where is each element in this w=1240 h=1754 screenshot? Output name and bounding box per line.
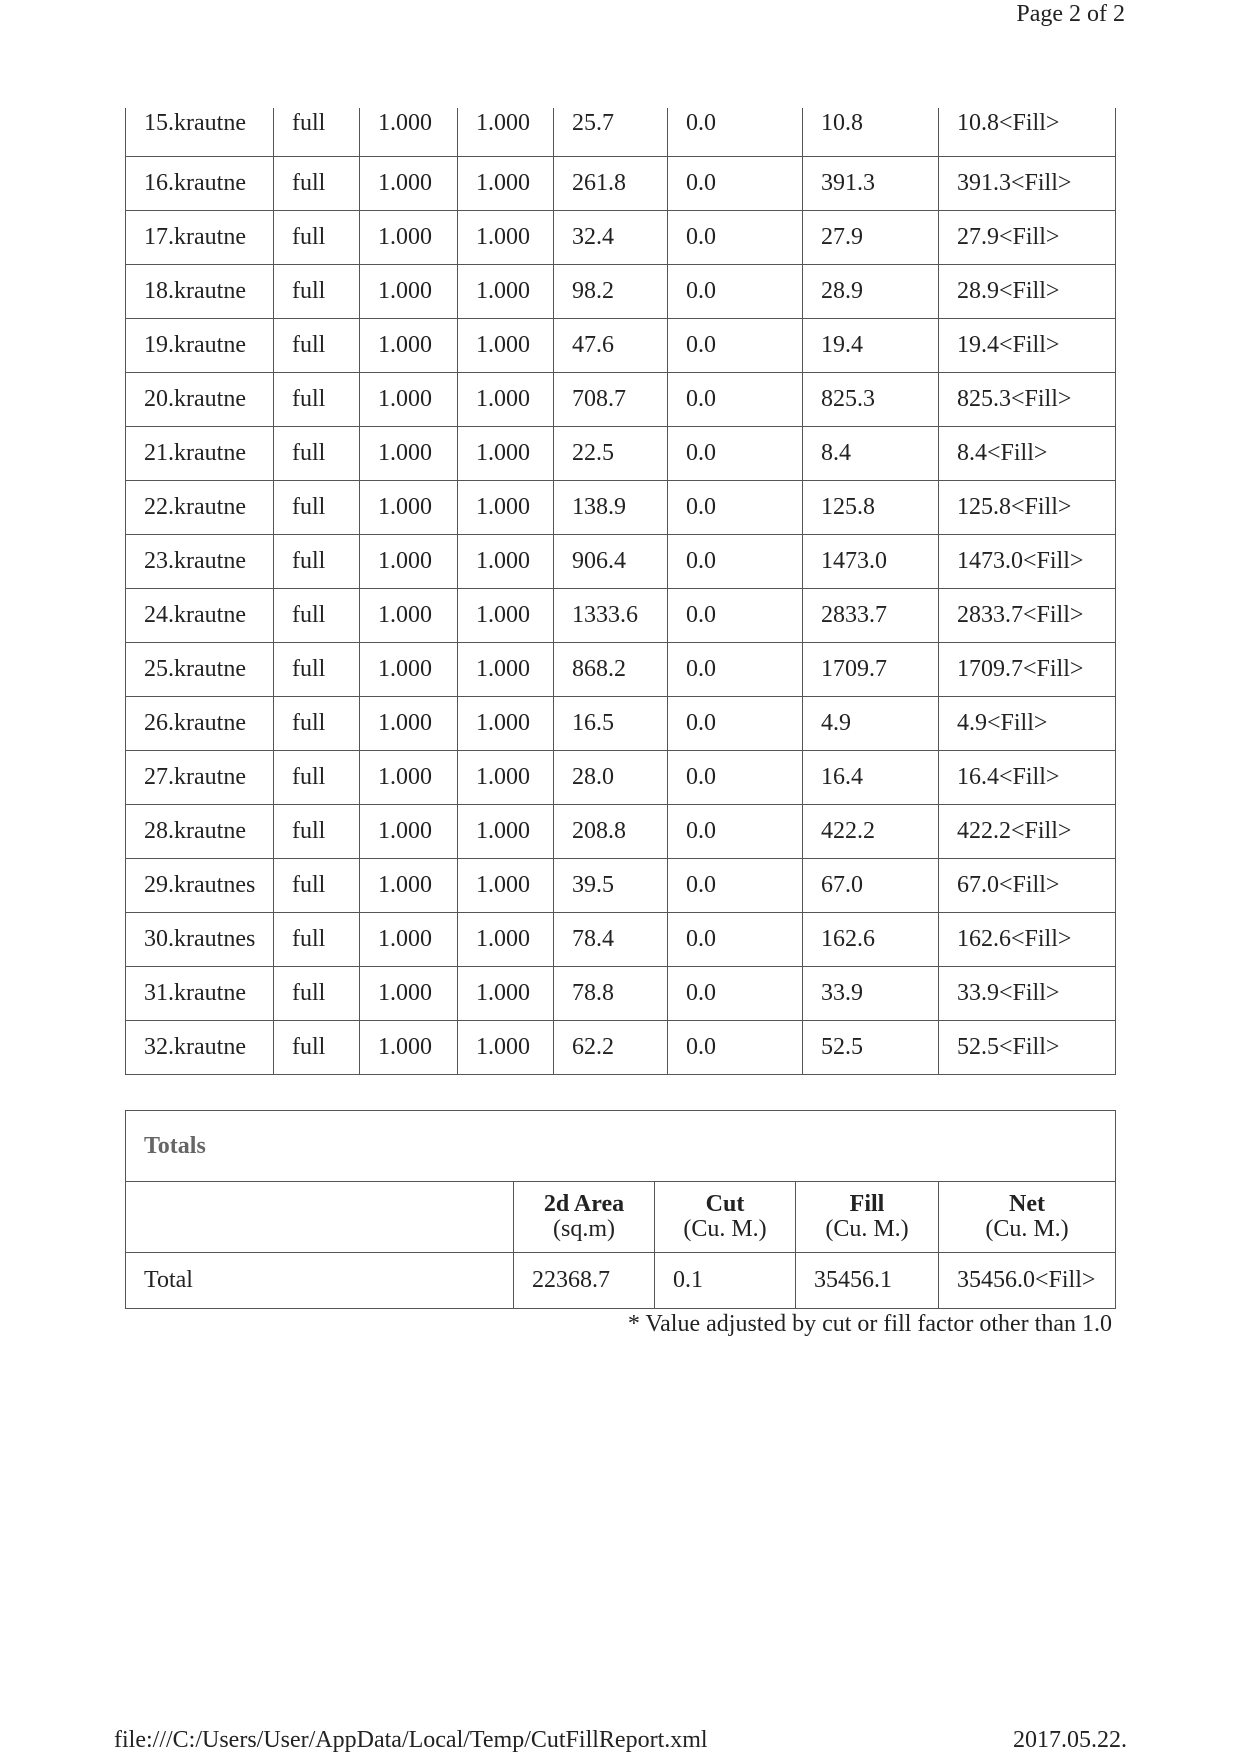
cell-area: 39.5: [554, 859, 668, 913]
cell-surface-name: 23.krautne: [126, 535, 274, 589]
cell-type: full: [274, 481, 360, 535]
cell-type: full: [274, 373, 360, 427]
cell-area: 78.8: [554, 967, 668, 1021]
cell-surface-name: 25.krautne: [126, 643, 274, 697]
cell-type: full: [274, 427, 360, 481]
cell-net: 16.4<Fill>: [939, 751, 1116, 805]
cell-cut: 0.0: [668, 211, 803, 265]
cell-surface-name: 15.krautne: [126, 108, 274, 157]
cell-surface-name: 27.krautne: [126, 751, 274, 805]
cell-cut: 0.0: [668, 913, 803, 967]
totals-header-blank: [126, 1182, 514, 1253]
cell-surface-name: 21.krautne: [126, 427, 274, 481]
cell-type: full: [274, 1021, 360, 1075]
table-row: [126, 481, 1116, 535]
cell-net: 10.8<Fill>: [939, 108, 1116, 157]
cell-cut: 0.0: [668, 967, 803, 1021]
cell-cut-factor: 1.000: [360, 265, 458, 319]
footnote: * Value adjusted by cut or fill factor other than 1.0: [627, 1311, 1112, 1337]
cell-cut-factor: 1.000: [360, 319, 458, 373]
cell-cut: 0.0: [668, 589, 803, 643]
cell-area: 22.5: [554, 427, 668, 481]
cell-surface-name: 29.krautnes: [126, 859, 274, 913]
cell-fill: 16.4: [803, 751, 939, 805]
footer-file-path: file:///C:/Users/User/AppData/Local/Temp/CutFillReport.xml: [114, 1727, 708, 1753]
cell-net: 825.3<Fill>: [939, 373, 1116, 427]
cell-surface-name: 19.krautne: [126, 319, 274, 373]
cell-cut-factor: 1.000: [360, 108, 458, 157]
cell-fill-factor: 1.000: [458, 427, 554, 481]
cell-cut-factor: 1.000: [360, 211, 458, 265]
cell-area: 868.2: [554, 643, 668, 697]
cell-cut: 0.0: [668, 373, 803, 427]
table-row: [126, 751, 1116, 805]
table-row: [126, 535, 1116, 589]
cell-area: 78.4: [554, 913, 668, 967]
cell-area: 708.7: [554, 373, 668, 427]
cell-type: full: [274, 643, 360, 697]
cell-type: full: [274, 157, 360, 211]
cell-net: 422.2<Fill>: [939, 805, 1116, 859]
cell-type: full: [274, 535, 360, 589]
cell-fill-factor: 1.000: [458, 319, 554, 373]
header-2d-area: 2d Area (sq.m): [514, 1182, 655, 1253]
cell-cut: 0.0: [668, 481, 803, 535]
cell-fill-factor: 1.000: [458, 805, 554, 859]
table-row: [126, 643, 1116, 697]
cell-cut: 0.0: [668, 535, 803, 589]
cell-cut: 0.0: [668, 427, 803, 481]
cell-type: full: [274, 319, 360, 373]
cell-type: full: [274, 589, 360, 643]
table-row: [126, 859, 1116, 913]
cell-cut-factor: 1.000: [360, 697, 458, 751]
cell-fill: 1473.0: [803, 535, 939, 589]
cell-surface-name: 17.krautne: [126, 211, 274, 265]
cell-fill: 28.9: [803, 265, 939, 319]
cell-cut: 0.0: [668, 108, 803, 157]
table-row: [126, 913, 1116, 967]
cell-area: 98.2: [554, 265, 668, 319]
cell-surface-name: 32.krautne: [126, 1021, 274, 1075]
cell-net: 125.8<Fill>: [939, 481, 1116, 535]
cell-type: full: [274, 108, 360, 157]
cell-fill: 4.9: [803, 697, 939, 751]
cell-cut: 0.0: [668, 319, 803, 373]
table-row: [126, 967, 1116, 1021]
cell-cut-factor: 1.000: [360, 157, 458, 211]
cell-cut-factor: 1.000: [360, 913, 458, 967]
cell-area: 62.2: [554, 1021, 668, 1075]
cell-area: 25.7: [554, 108, 668, 157]
cell-area: 208.8: [554, 805, 668, 859]
cell-type: full: [274, 697, 360, 751]
cut-fill-table: [125, 108, 1116, 1075]
cell-fill: 422.2: [803, 805, 939, 859]
cell-area: 47.6: [554, 319, 668, 373]
cell-fill-factor: 1.000: [458, 265, 554, 319]
cell-cut-factor: 1.000: [360, 967, 458, 1021]
cell-net: 2833.7<Fill>: [939, 589, 1116, 643]
cell-net: 33.9<Fill>: [939, 967, 1116, 1021]
cell-surface-name: 30.krautnes: [126, 913, 274, 967]
cell-surface-name: 24.krautne: [126, 589, 274, 643]
cell-fill-factor: 1.000: [458, 157, 554, 211]
cell-fill: 8.4: [803, 427, 939, 481]
cell-fill: 391.3: [803, 157, 939, 211]
cell-cut-factor: 1.000: [360, 643, 458, 697]
cell-cut-factor: 1.000: [360, 859, 458, 913]
cell-type: full: [274, 265, 360, 319]
cell-surface-name: 26.krautne: [126, 697, 274, 751]
cell-type: full: [274, 967, 360, 1021]
cell-type: full: [274, 859, 360, 913]
cell-net: 67.0<Fill>: [939, 859, 1116, 913]
cell-fill: 27.9: [803, 211, 939, 265]
total-fill: 35456.1: [796, 1253, 939, 1309]
cell-cut: 0.0: [668, 859, 803, 913]
cell-cut: 0.0: [668, 157, 803, 211]
cell-net: 28.9<Fill>: [939, 265, 1116, 319]
cell-surface-name: 18.krautne: [126, 265, 274, 319]
cell-cut-factor: 1.000: [360, 805, 458, 859]
cell-surface-name: 28.krautne: [126, 805, 274, 859]
cell-net: 52.5<Fill>: [939, 1021, 1116, 1075]
cell-net: 27.9<Fill>: [939, 211, 1116, 265]
cell-fill: 825.3: [803, 373, 939, 427]
header-fill: Fill (Cu. M.): [796, 1182, 939, 1253]
cell-type: full: [274, 211, 360, 265]
cell-fill: 125.8: [803, 481, 939, 535]
page-number: Page 2 of 2: [1016, 1, 1125, 27]
cell-net: 8.4<Fill>: [939, 427, 1116, 481]
cell-cut: 0.0: [668, 697, 803, 751]
cell-cut-factor: 1.000: [360, 589, 458, 643]
cell-cut: 0.0: [668, 751, 803, 805]
cell-net: 19.4<Fill>: [939, 319, 1116, 373]
cell-area: 906.4: [554, 535, 668, 589]
cell-fill-factor: 1.000: [458, 751, 554, 805]
cell-fill-factor: 1.000: [458, 697, 554, 751]
cell-cut: 0.0: [668, 265, 803, 319]
cell-net: 1709.7<Fill>: [939, 643, 1116, 697]
cell-fill: 2833.7: [803, 589, 939, 643]
totals-row: [126, 1253, 1116, 1309]
cell-surface-name: 16.krautne: [126, 157, 274, 211]
cell-type: full: [274, 805, 360, 859]
table-row: [126, 589, 1116, 643]
cell-area: 16.5: [554, 697, 668, 751]
cell-cut-factor: 1.000: [360, 427, 458, 481]
cell-area: 32.4: [554, 211, 668, 265]
cell-fill: 52.5: [803, 1021, 939, 1075]
table-row: [126, 373, 1116, 427]
cell-cut: 0.0: [668, 1021, 803, 1075]
footer-date: 2017.05.22.: [1013, 1727, 1127, 1753]
cell-area: 28.0: [554, 751, 668, 805]
cell-fill-factor: 1.000: [458, 913, 554, 967]
total-label: Total: [126, 1253, 514, 1309]
cell-fill-factor: 1.000: [458, 643, 554, 697]
cell-net: 1473.0<Fill>: [939, 535, 1116, 589]
cell-cut: 0.0: [668, 643, 803, 697]
total-net: 35456.0<Fill>: [939, 1253, 1116, 1309]
table-row: [126, 265, 1116, 319]
totals-table: [125, 1110, 1116, 1309]
table-row: [126, 108, 1116, 157]
table-row: [126, 157, 1116, 211]
cell-area: 138.9: [554, 481, 668, 535]
cell-surface-name: 31.krautne: [126, 967, 274, 1021]
total-cut: 0.1: [655, 1253, 796, 1309]
cell-fill-factor: 1.000: [458, 967, 554, 1021]
cell-fill: 19.4: [803, 319, 939, 373]
cell-fill: 1709.7: [803, 643, 939, 697]
header-cut: Cut (Cu. M.): [655, 1182, 796, 1253]
table-row: [126, 211, 1116, 265]
cell-fill-factor: 1.000: [458, 1021, 554, 1075]
cell-type: full: [274, 913, 360, 967]
table-row: [126, 427, 1116, 481]
cell-cut: 0.0: [668, 805, 803, 859]
totals-header-row: [126, 1182, 1116, 1253]
cell-fill-factor: 1.000: [458, 481, 554, 535]
table-row: [126, 319, 1116, 373]
cell-fill: 162.6: [803, 913, 939, 967]
cell-cut-factor: 1.000: [360, 1021, 458, 1075]
cell-fill-factor: 1.000: [458, 211, 554, 265]
cell-area: 1333.6: [554, 589, 668, 643]
cell-surface-name: 22.krautne: [126, 481, 274, 535]
cell-cut-factor: 1.000: [360, 481, 458, 535]
cell-net: 162.6<Fill>: [939, 913, 1116, 967]
cell-cut-factor: 1.000: [360, 751, 458, 805]
cell-fill: 10.8: [803, 108, 939, 157]
cell-surface-name: 20.krautne: [126, 373, 274, 427]
cell-fill: 33.9: [803, 967, 939, 1021]
cell-fill-factor: 1.000: [458, 589, 554, 643]
cell-fill-factor: 1.000: [458, 373, 554, 427]
total-area: 22368.7: [514, 1253, 655, 1309]
table-row: [126, 697, 1116, 751]
table-row: [126, 1021, 1116, 1075]
cell-type: full: [274, 751, 360, 805]
cell-fill-factor: 1.000: [458, 859, 554, 913]
cell-cut-factor: 1.000: [360, 535, 458, 589]
cell-cut-factor: 1.000: [360, 373, 458, 427]
cell-net: 4.9<Fill>: [939, 697, 1116, 751]
cell-area: 261.8: [554, 157, 668, 211]
table-row: [126, 805, 1116, 859]
cell-fill: 67.0: [803, 859, 939, 913]
totals-title: Totals: [126, 1111, 1116, 1182]
cell-fill-factor: 1.000: [458, 535, 554, 589]
cell-net: 391.3<Fill>: [939, 157, 1116, 211]
cell-fill-factor: 1.000: [458, 108, 554, 157]
header-net: Net (Cu. M.): [939, 1182, 1116, 1253]
